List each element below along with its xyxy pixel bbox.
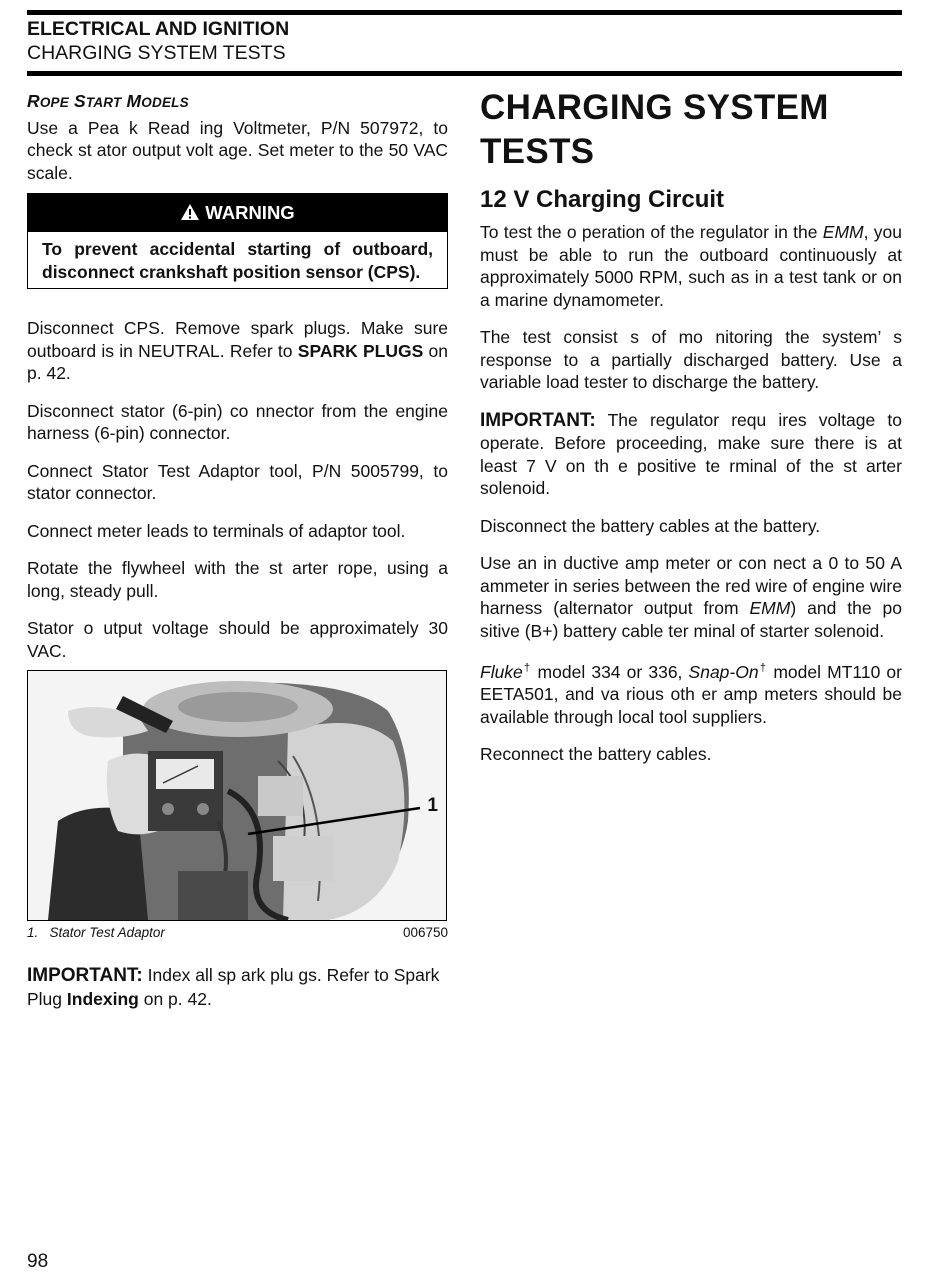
paragraph-ammeter-models: Fluke† model 334 or 336, Snap-On† model MT110 or EETA501, and va rious oth er amp meters should be available through local tool suppliers. [480, 661, 902, 727]
engine-photo-illustration [28, 671, 446, 920]
caption-label: Stator Test Adaptor [49, 925, 165, 940]
paragraph-test-consists: The test consist s of mo nitoring the system’ s response to a partially discharged battery. Use a variable load tester to discharge the battery. [480, 327, 902, 392]
warning-box [27, 193, 448, 289]
paragraph-stator-output: Stator o utput voltage should be approximately 30 VAC. [27, 618, 448, 661]
left-column [27, 90, 448, 1025]
page-number: 98 [27, 1251, 49, 1272]
warning-title: WARNING [205, 202, 295, 223]
header-rule-top [27, 10, 902, 15]
header-rule-bottom [27, 71, 902, 76]
callout-number: 1 [427, 795, 438, 816]
paragraph-test-regulator: To test the o peration of the regulator in the EMM, you must be able to run the outboard continuously at approximately 5000 RPM, such as in a test tank or on a marine dynamometer. [480, 222, 902, 310]
stator-test-photo [27, 670, 447, 921]
paragraph-connect-adaptor: Connect Stator Test Adaptor tool, P/N 5005799, to stator connector. [27, 460, 448, 503]
subsection-title: CHARGING SYSTEM TESTS [27, 42, 286, 64]
page-title: CHARGING SYSTEM TESTS [480, 88, 829, 171]
figure-code: 006750 [402, 925, 448, 940]
right-column [480, 86, 902, 781]
rope-start-models-heading: ROPE START MODELS [27, 91, 189, 111]
intro-paragraph: Use a Pea k Read ing Voltmeter, P/N 507972, to check st ator output volt age. Set meter to the 50 VAC scale. [27, 117, 448, 183]
important-index-plugs: IMPORTANT: Index all sp ark plu gs. Refer to Spark Plug Indexing on p. 42. [27, 965, 440, 1009]
important-regulator-voltage: IMPORTANT: The regulator requ ires voltage to operate. Before proceeding, make sure there is at least 7 V on th e positive te rminal of the st arter solenoid. [480, 409, 902, 498]
warning-triangle-icon [180, 203, 200, 221]
paragraph-disconnect-cps: Disconnect CPS. Remove spark plugs. Make sure outboard is in NEUTRAL. Refer to SPARK PLUGS on p. 42. [27, 318, 448, 383]
paragraph-inductive-ammeter: Use an in ductive amp meter or con nect a 0 to 50 A ammeter in series between the red wire of engine wire harness (alternator output from EMM) and the po sitive (B+) battery cable ter minal of starter solenoid. [480, 553, 903, 641]
paragraph-rotate-flywheel: Rotate the flywheel with the st arter rope, using a long, steady pull. [27, 558, 448, 601]
paragraph-disconnect-battery: Disconnect the battery cables at the battery. [480, 515, 821, 536]
section-heading-12v: 12 V Charging Circuit [480, 186, 725, 213]
paragraph-connect-leads: Connect meter leads to terminals of adaptor tool. [27, 520, 406, 541]
paragraph-disconnect-stator: Disconnect stator (6-pin) co nnector from the engine harness (6-pin) connector. [27, 400, 448, 443]
section-title: ELECTRICAL AND IGNITION [27, 18, 290, 40]
paragraph-reconnect: Reconnect the battery cables. [480, 744, 712, 765]
warning-text: To prevent accidental starting of outboard, disconnect crankshaft position sensor (CPS). [42, 239, 433, 282]
warning-header [28, 194, 447, 232]
figure-caption: 1. Stator Test Adaptor 006750 [27, 925, 448, 940]
